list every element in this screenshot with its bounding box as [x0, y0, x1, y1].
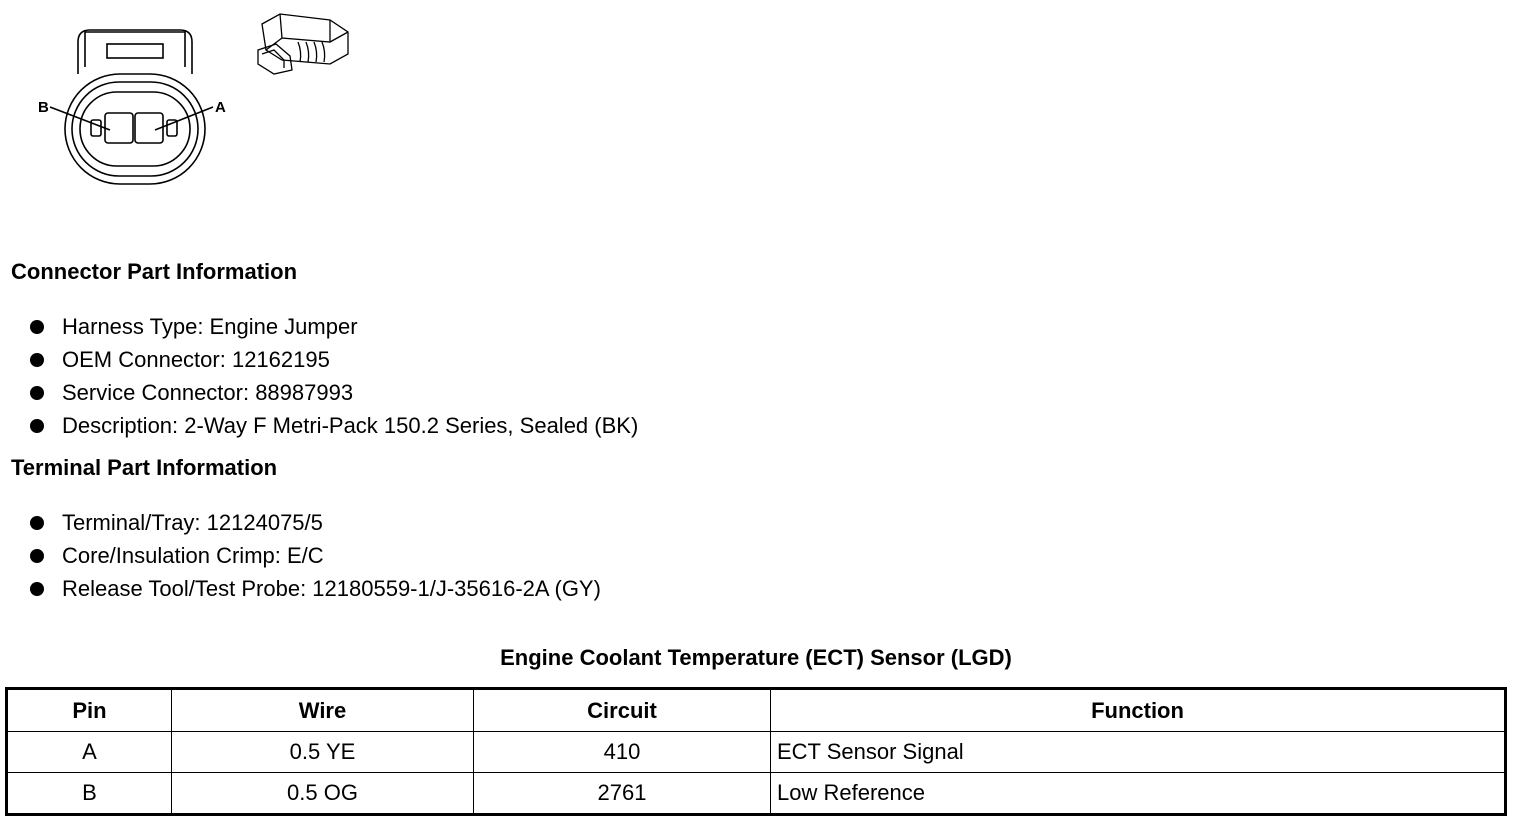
- cell-circuit: 410: [474, 732, 771, 773]
- pin-label-a: A: [215, 99, 226, 116]
- terminal-info-heading: Terminal Part Information: [11, 455, 278, 480]
- connector-iso-view: [258, 14, 348, 74]
- cell-pin: B: [7, 773, 172, 815]
- table-row: [7, 732, 1506, 773]
- list-item: Core/Insulation Crimp: E/C: [0, 543, 601, 576]
- header-function: Function: [771, 689, 1506, 732]
- terminal-info-list: [0, 510, 601, 609]
- list-item: Description: 2-Way F Metri-Pack 150.2 Series, Sealed (BK): [0, 413, 638, 446]
- bullet-icon: [30, 549, 44, 563]
- connector-info-list: [0, 314, 638, 446]
- connector-info-heading: Connector Part Information: [11, 259, 298, 284]
- pin-table: [5, 687, 1507, 816]
- cell-function: Low Reference: [771, 773, 1506, 815]
- connector-face-view: [50, 30, 213, 184]
- header-pin: Pin: [7, 689, 172, 732]
- table-header-row: [7, 689, 1506, 732]
- list-item: OEM Connector: 12162195: [0, 347, 638, 380]
- cell-wire: 0.5 OG: [172, 773, 474, 815]
- pin-label-b: B: [38, 99, 49, 116]
- list-item: Release Tool/Test Probe: 12180559-1/J-35616-2A (GY): [0, 576, 601, 609]
- bullet-icon: [30, 419, 44, 433]
- bullet-icon: [30, 320, 44, 334]
- bullet-icon: [30, 516, 44, 530]
- table-title: Engine Coolant Temperature (ECT) Sensor (LGD): [500, 645, 1012, 670]
- table-row: [7, 773, 1506, 815]
- header-wire: Wire: [172, 689, 474, 732]
- cell-wire: 0.5 YE: [172, 732, 474, 773]
- list-item: Service Connector: 88987993: [0, 380, 638, 413]
- bullet-icon: [30, 386, 44, 400]
- bullet-icon: [30, 353, 44, 367]
- cell-pin: A: [7, 732, 172, 773]
- list-item: Harness Type: Engine Jumper: [0, 314, 638, 347]
- bullet-icon: [30, 582, 44, 596]
- cell-function: ECT Sensor Signal: [771, 732, 1506, 773]
- header-circuit: Circuit: [474, 689, 771, 732]
- connector-diagram: [30, 12, 360, 192]
- list-item: Terminal/Tray: 12124075/5: [0, 510, 601, 543]
- cell-circuit: 2761: [474, 773, 771, 815]
